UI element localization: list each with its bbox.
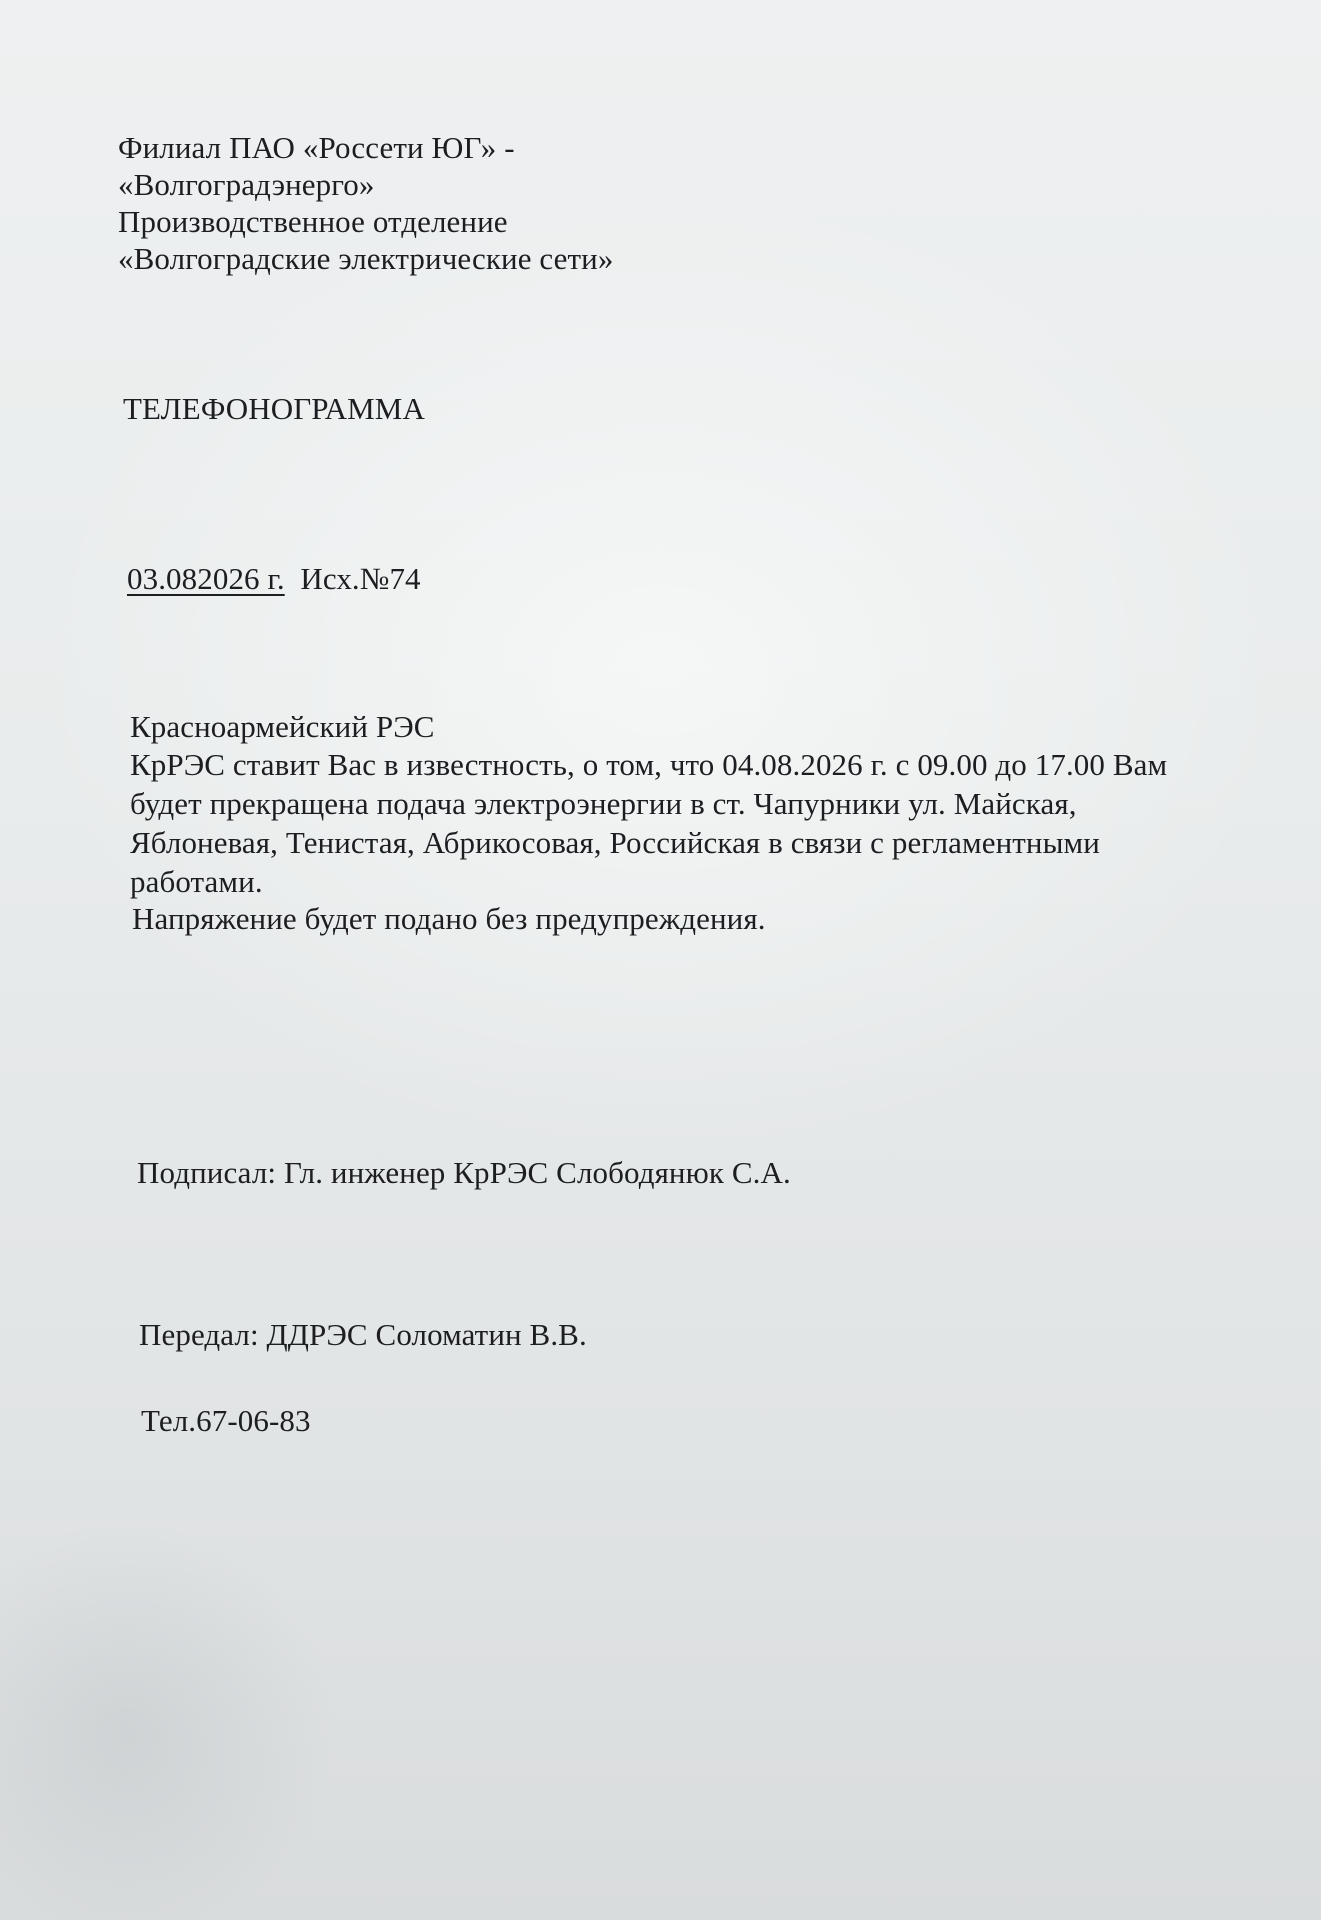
phone-number: Тел.67-06-83 (141, 1403, 311, 1438)
recipient: Красноармейский РЭС (130, 709, 435, 744)
header-line-4: «Волгоградские электрические сети» (118, 241, 614, 276)
body-note: Напряжение будет подано без предупреждения. (132, 901, 766, 936)
document-type-title: ТЕЛЕФОНОГРАММА (123, 391, 425, 426)
header-line-2: «Волгоградэнерго» (118, 167, 375, 202)
document-date: 03.082026 г. (127, 561, 285, 596)
transmitted-by: Передал: ДДРЭС Соломатин В.В. (139, 1317, 587, 1352)
signed-by: Подписал: Гл. инженер КрРЭС Слободянюк С.А. (137, 1155, 791, 1190)
document-number: Исх.№74 (300, 561, 421, 596)
body-line-2: будет прекращена подача электроэнергии в ст. Чапурники ул. Майская, (130, 786, 1077, 821)
header-line-3: Производственное отделение (118, 204, 508, 239)
header-line-1: Филиал ПАО «Россети ЮГ» - (118, 130, 515, 165)
paper-shadow (0, 1450, 420, 1920)
body-line-3: Яблоневая, Тенистая, Абрикосовая, Российская в связи с регламентными (130, 825, 1100, 860)
body-line-4: работами. (130, 864, 263, 899)
body-line-1: КрРЭС ставит Вас в известность, о том, что 04.08.2026 г. с 09.00 до 17.00 Вам (130, 747, 1168, 782)
document-meta (127, 560, 421, 598)
